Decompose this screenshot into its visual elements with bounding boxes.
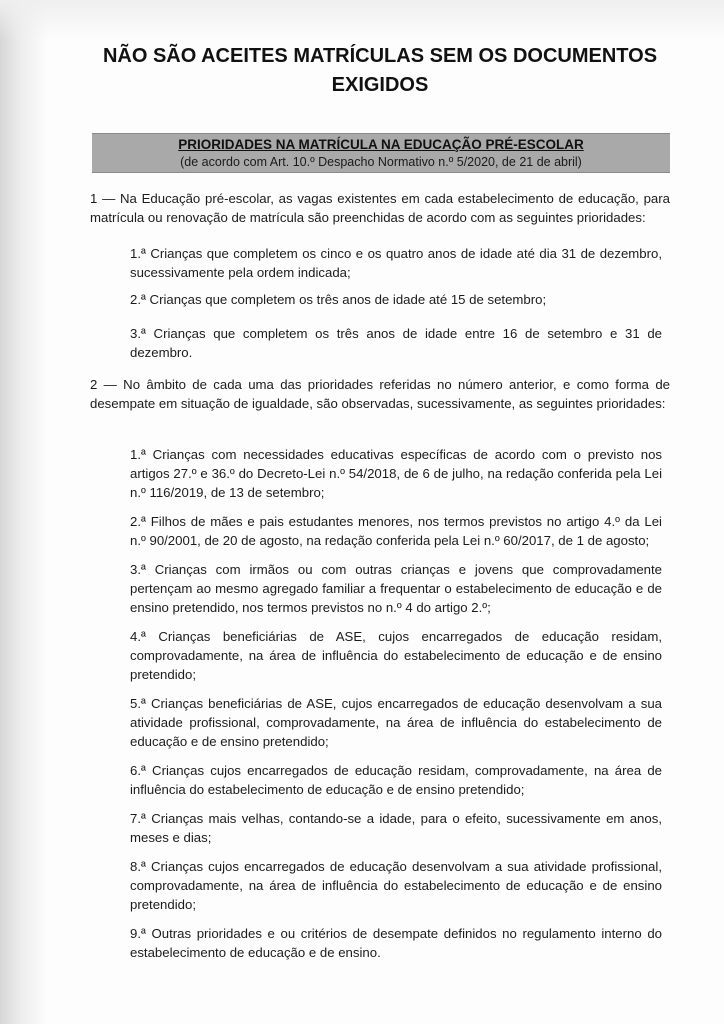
section-subheading: (de acordo com Art. 10.º Despacho Normativo n.º 5/2020, de 21 de abril): [180, 155, 582, 169]
paragraph-point-1: 1 — Na Educação pré-escolar, as vagas existentes em cada estabelecimento de educação, para matrícula ou renovação de matrícula são preenchidas de acordo com as seguintes prioridades:: [90, 191, 670, 225]
page-title: NÃO SÃO ACEITES MATRÍCULAS SEM OS DOCUMENTOS EXIGIDOS: [102, 45, 658, 96]
list-item-p2-3: 3.ª Crianças com irmãos ou com outras crianças e jovens que comprovadamente pertençam ao mesmo agregado familiar a frequentar o estabelecimento de educação e de ensino pretendido, nos termos previstos no n.º 4 do artigo 2.º;: [130, 562, 662, 615]
list-item-p1-1: 1.ª Crianças que completem os cinco e os quatro anos de idade até dia 31 de dezembro, sucessivamente pela ordem indicada;: [130, 246, 662, 280]
paragraph-point-2: 2 — No âmbito de cada uma das prioridades referidas no número anterior, e como forma de desempate em situação de igualdade, são observadas, sucessivamente, as seguintes prioridades:: [90, 377, 670, 411]
list-item-p1-3: 3.ª Crianças que completem os três anos de idade entre 16 de setembro e 31 de dezembro.: [130, 326, 662, 360]
list-item-p2-2: 2.ª Filhos de mães e pais estudantes menores, nos termos previstos no artigo 4.º da Lei n.º 90/2001, de 20 de agosto, na redação conferida pela Lei n.º 60/2017, de 1 de agosto;: [130, 514, 662, 548]
list-item-p2-5: 5.ª Crianças beneficiárias de ASE, cujos encarregados de educação desenvolvam a sua atividade profissional, comprovadamente, na área de influência do estabelecimento de educação e de ensino pretendido;: [130, 696, 662, 749]
section-banner: [92, 133, 670, 173]
section-heading: PRIORIDADES NA MATRÍCULA NA EDUCAÇÃO PRÉ-ESCOLAR: [178, 137, 584, 152]
list-item-p2-8: 8.ª Crianças cujos encarregados de educação desenvolvam a sua atividade profissional, comprovadamente, na área de influência do estabelecimento de educação e de ensino pretendido;: [130, 859, 662, 912]
list-item-p2-9: 9.ª Outras prioridades e ou critérios de desempate definidos no regulamento interno do estabelecimento de educação e de ensino.: [130, 926, 662, 960]
list-item-p1-2: 2.ª Crianças que completem os três anos de idade até 15 de setembro;: [130, 292, 547, 307]
list-item-p2-6: 6.ª Crianças cujos encarregados de educação residam, comprovadamente, na área de influência do estabelecimento de educação e de ensino pretendido;: [130, 763, 662, 797]
list-item-p2-7: 7.ª Crianças mais velhas, contando-se a idade, para o efeito, sucessivamente em anos, meses e dias;: [130, 811, 662, 845]
list-item-p2-4: 4.ª Crianças beneficiárias de ASE, cujos encarregados de educação residam, comprovadamente, na área de influência do estabelecimento de educação e de ensino pretendido;: [130, 629, 662, 682]
list-item-p2-1: 1.ª Crianças com necessidades educativas específicas de acordo com o previsto nos artigos 27.º e 36.º do Decreto-Lei n.º 54/2018, de 6 de julho, na redação conferida pela Lei n.º 116/2019, de 13 de setembro;: [130, 447, 662, 500]
